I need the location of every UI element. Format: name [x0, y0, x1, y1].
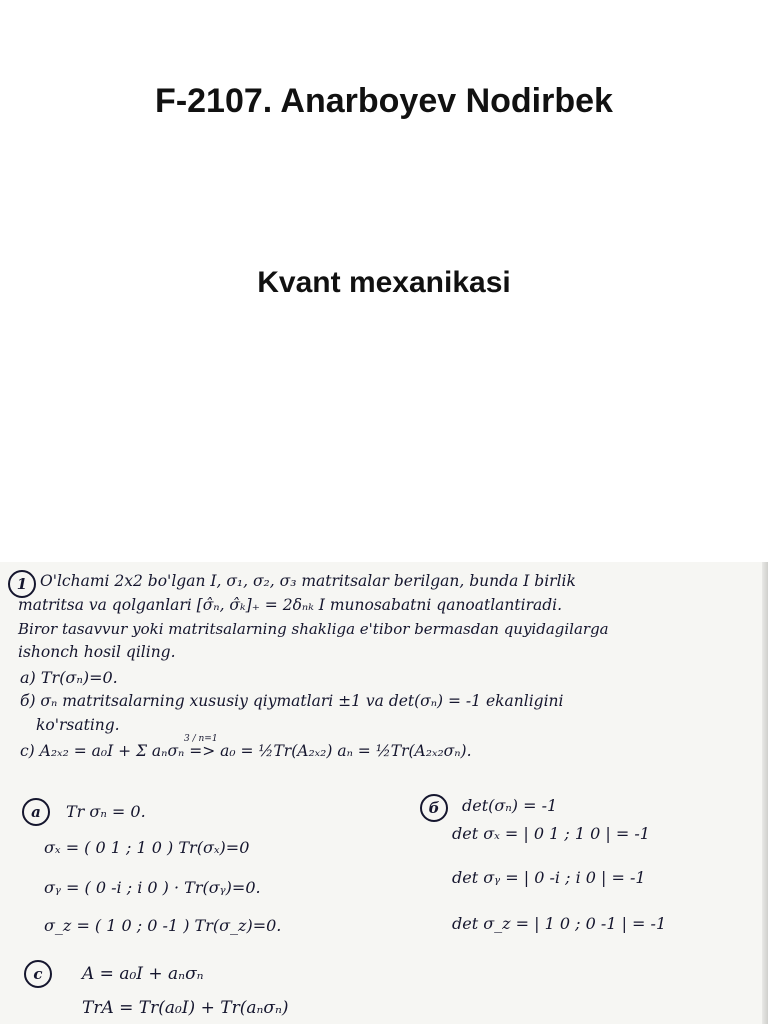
solution-a-row-y: σᵧ = ( 0 -i ; i 0 ) · Tr(σᵧ)=0.	[44, 878, 261, 897]
sum-limits: 3 / n=1	[184, 734, 218, 744]
sheet-edge-shadow	[762, 562, 768, 1024]
problem-number-circle: 1	[8, 570, 36, 598]
problem-line-2: matritsa va qolganlari [σ̂ₙ, σ̂ₖ]₊ = 2δₙₖ I munosabatni qanoatlantiradi.	[18, 596, 563, 614]
solution-b-heading: det(σₙ) = -1	[462, 796, 558, 815]
solution-a-heading: Tr σₙ = 0.	[66, 802, 146, 821]
problem-line-b-cont: ko'rsating.	[36, 716, 120, 734]
problem-line-a: a) Tr(σₙ)=0.	[20, 668, 118, 687]
solution-b-row-y: det σᵧ = | 0 -i ; i 0 | = -1	[452, 868, 646, 887]
solution-b-row-z: det σ_z = | 1 0 ; 0 -1 | = -1	[452, 914, 667, 933]
solution-c-row-1: A = a₀I + aₙσₙ	[82, 964, 204, 984]
document-subtitle: Kvant mexanikasi	[257, 266, 511, 299]
solution-b-circle: б	[420, 794, 448, 822]
solution-a-row-z: σ_z = ( 1 0 ; 0 -1 ) Tr(σ_z)=0.	[44, 916, 282, 935]
document-title: F-2107. Anarboyev Nodirbek	[155, 82, 613, 120]
solution-c-row-2: TrA = Tr(a₀I) + Tr(aₙσₙ)	[82, 998, 289, 1018]
problem-line-1: O'lchami 2x2 bo'lgan I, σ₁, σ₂, σ₃ matritsalar berilgan, bunda I birlik	[40, 572, 576, 590]
solution-b-row-x: det σₓ = | 0 1 ; 1 0 | = -1	[452, 824, 650, 843]
problem-line-3: Biror tasavvur yoki matritsalarning shakliga e'tibor bermasdan quyidagilarga	[18, 620, 609, 638]
problem-line-4: ishonch hosil qiling.	[18, 643, 176, 661]
problem-line-b: б) σₙ matritsalarning xususiy qiymatlari ±1 va det(σₙ) = -1 ekanligini	[20, 692, 564, 710]
solution-a-row-x: σₓ = ( 0 1 ; 1 0 ) Tr(σₓ)=0	[44, 838, 250, 857]
handwritten-sheet	[0, 562, 768, 1024]
solution-c-circle: c	[24, 960, 52, 988]
problem-line-c: c) A₂ₓ₂ = a₀I + Σ aₙσₙ => a₀ = ½Tr(A₂ₓ₂) aₙ = ½Tr(A₂ₓ₂σₙ).	[20, 742, 472, 760]
solution-a-circle: a	[22, 798, 50, 826]
